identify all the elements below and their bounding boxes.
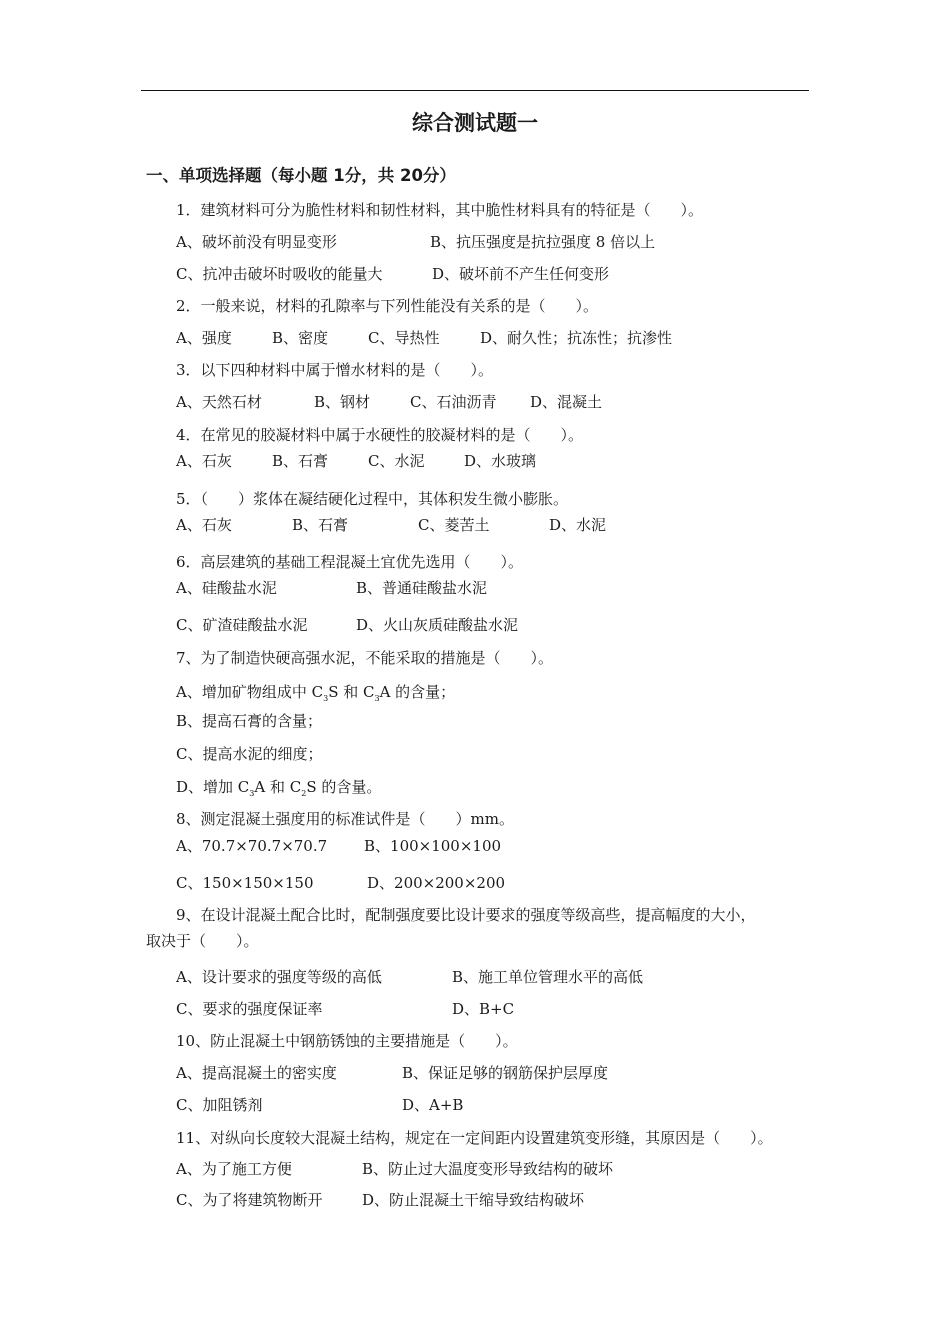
question-10-option-a: A、提高混凝土的密实度 <box>176 1064 337 1082</box>
question-3-option-a: A、天然石材 <box>176 393 262 411</box>
question-1-option-b: B、抗压强度是抗拉强度 8 倍以上 <box>430 233 656 251</box>
question-4-option-a: A、石灰 <box>176 452 232 470</box>
question-1-option-d: D、破坏前不产生任何变形 <box>432 265 610 283</box>
question-2-stem: 2．一般来说，材料的孔隙率与下列性能没有关系的是（ ）。 <box>176 297 599 315</box>
question-1-option-c: C、抗冲击破坏时吸收的能量大 <box>176 265 383 283</box>
question-1-option-a: A、破坏前没有明显变形 <box>176 233 337 251</box>
question-8-option-c: C、150×150×150 <box>176 874 314 892</box>
question-8-stem: 8、测定混凝土强度用的标准试件是（ ）mm。 <box>176 810 514 828</box>
question-9-stem-continued: 取决于（ ）。 <box>146 932 259 950</box>
question-11-stem: 11、对纵向长度较大混凝土结构，规定在一定间距内设置建筑变形缝，其原因是（ ）。 <box>176 1129 773 1147</box>
question-7-option-d: D、增加 $C_3A$ 和 $C_2S$ 的含量。 <box>176 778 382 798</box>
question-7-option-c: C、提高水泥的细度； <box>176 745 323 763</box>
question-8-option-d: D、200×200×200 <box>367 874 506 892</box>
question-9-option-d: D、B+C <box>452 1000 515 1018</box>
question-11-option-b: B、防止过大温度变形导致结构的破坏 <box>362 1160 614 1178</box>
question-9-option-c: C、要求的强度保证率 <box>176 1000 323 1018</box>
question-7-option-a: A、增加矿物组成中 $C_3S$ 和 $C_3A$ 的含量； <box>176 683 456 703</box>
question-11-option-a: A、为了施工方便 <box>176 1160 292 1178</box>
question-10-option-d: D、A+B <box>402 1096 464 1114</box>
question-6-option-b: B、普通硅酸盐水泥 <box>356 579 488 597</box>
question-4-option-c: C、水泥 <box>368 452 425 470</box>
question-6-option-c: C、矿渣硅酸盐水泥 <box>176 616 308 634</box>
question-6-option-d: D、火山灰质硅酸盐水泥 <box>356 616 519 634</box>
question-2-option-b: B、密度 <box>272 329 329 347</box>
question-10-option-b: B、保证足够的钢筋保护层厚度 <box>402 1064 609 1082</box>
question-6-stem: 6．高层建筑的基础工程混凝土宜优先选用（ ）。 <box>176 553 524 571</box>
question-5-option-b: B、石膏 <box>292 516 349 534</box>
question-3-option-c: C、石油沥青 <box>410 393 497 411</box>
question-5-option-c: C、菱苦土 <box>418 516 490 534</box>
question-3-stem: 3．以下四种材料中属于憎水材料的是（ ）。 <box>176 361 494 379</box>
question-10-stem: 10、防止混凝土中钢筋锈蚀的主要措施是（ ）。 <box>176 1032 518 1050</box>
question-4-option-b: B、石膏 <box>272 452 329 470</box>
question-9-stem: 9、在设计混凝土配合比时，配制强度要比设计要求的强度等级高些，提高幅度的大小， <box>176 906 756 924</box>
page-title: 综合测试题一 <box>412 111 538 135</box>
question-7-stem: 7、为了制造快硬高强水泥，不能采取的措施是（ ）。 <box>176 649 554 667</box>
question-8-option-a: A、70.7×70.7×70.7 <box>176 837 328 855</box>
question-7-option-b: B、提高石膏的含量； <box>176 712 323 730</box>
question-2-option-a: A、强度 <box>176 329 232 347</box>
question-3-option-b: B、钢材 <box>314 393 371 411</box>
question-5-stem: 5．（ ）浆体在凝结硬化过程中，其体积发生微小膨胀。 <box>176 490 569 508</box>
header-rule <box>141 90 809 91</box>
question-2-option-d: D、耐久性；抗冻性；抗渗性 <box>480 329 673 347</box>
question-2-option-c: C、导热性 <box>368 329 440 347</box>
question-9-option-a: A、设计要求的强度等级的高低 <box>176 968 382 986</box>
question-5-option-a: A、石灰 <box>176 516 232 534</box>
question-3-option-d: D、混凝土 <box>530 393 603 411</box>
question-1-stem: 1．建筑材料可分为脆性材料和韧性材料，其中脆性材料具有的特征是（ ）。 <box>176 201 704 219</box>
question-11-option-d: D、防止混凝土干缩导致结构破坏 <box>362 1191 585 1209</box>
section-heading: 一、单项选择题（每小题 1分，共 20分） <box>146 166 456 185</box>
question-4-stem: 4．在常见的胶凝材料中属于水硬性的胶凝材料的是（ ）。 <box>176 426 584 444</box>
question-10-option-c: C、加阻锈剂 <box>176 1096 263 1114</box>
question-11-option-c: C、为了将建筑物断开 <box>176 1191 323 1209</box>
question-5-option-d: D、水泥 <box>549 516 607 534</box>
question-4-option-d: D、水玻璃 <box>464 452 537 470</box>
question-9-option-b: B、施工单位管理水平的高低 <box>452 968 644 986</box>
question-8-option-b: B、100×100×100 <box>364 837 502 855</box>
question-6-option-a: A、硅酸盐水泥 <box>176 579 277 597</box>
